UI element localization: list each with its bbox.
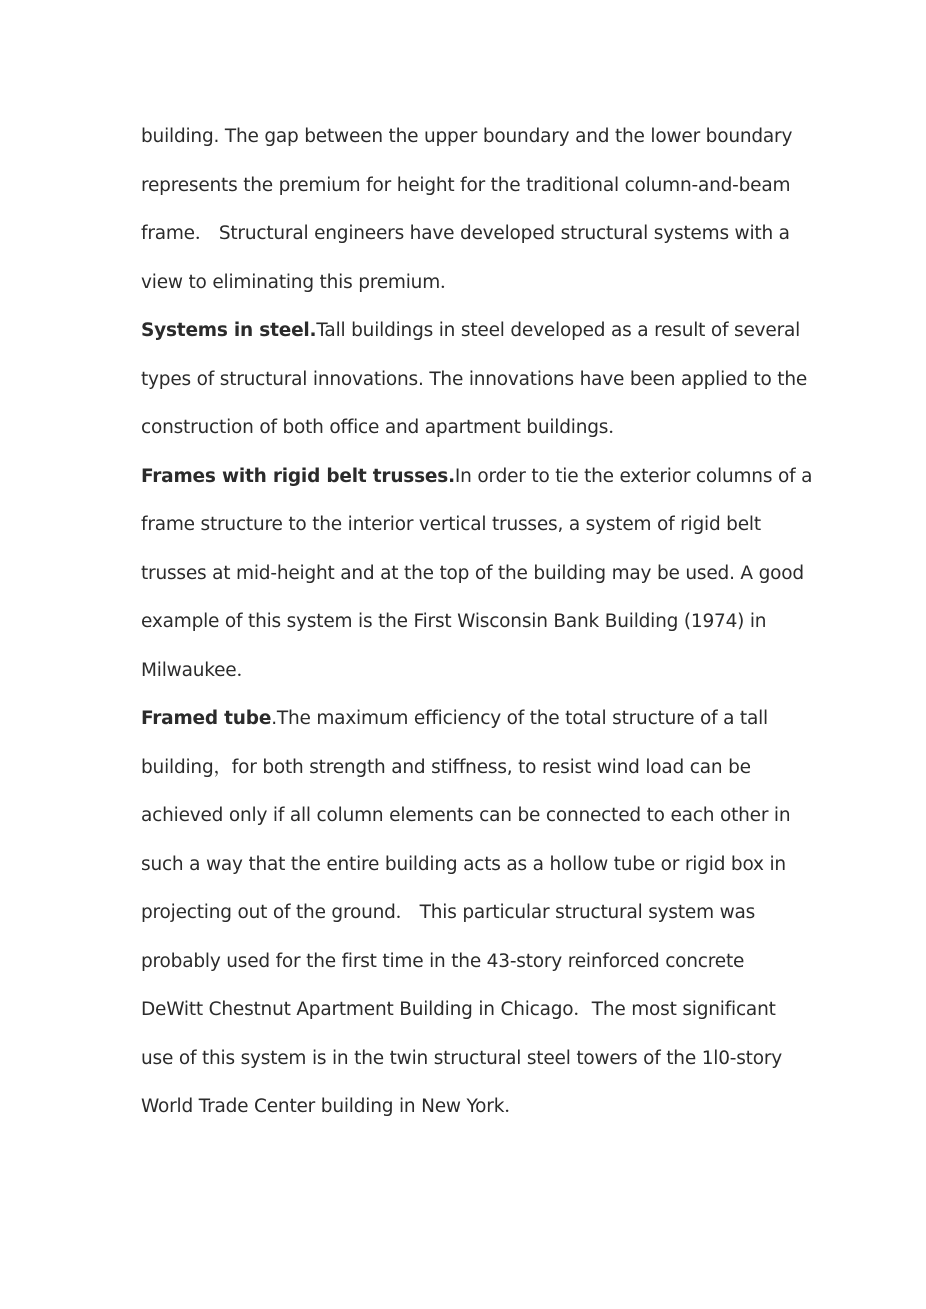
section-heading: Systems in steel.: [141, 320, 317, 341]
text-line: use of this system is in the twin structural steel towers of the 1l0-story: [141, 1047, 783, 1069]
text-line: building，for both strength and stiffness, to resist wind load can be: [141, 756, 751, 778]
text-line: DeWitt Chestnut Apartment Building in Chicago．The most significant: [141, 999, 776, 1020]
text-run: In order to tie the exterior columns of a: [454, 465, 813, 487]
text-run: .The maximum efficiency of the total structure of a tall: [271, 708, 768, 729]
text-run: Tall buildings in steel developed as a result of several: [316, 320, 801, 341]
text-line: types of structural innovations. The innovations have been applied to the: [141, 368, 808, 390]
text-line: example of this system is the First Wisconsin Bank Building (1974) in: [141, 611, 767, 632]
text-line: [141, 695, 801, 744]
paragraph-premium-for-height: [141, 113, 801, 307]
text-line: achieved only if all column elements can be connected to each other in: [141, 805, 791, 826]
text-line: frame structure to the interior vertical trusses, a system of rigid belt: [141, 514, 761, 535]
paragraph-rigid-belt-trusses: [141, 453, 813, 696]
paragraph-systems-in-steel: [141, 307, 808, 453]
text-line: World Trade Center building in New York．: [141, 1096, 523, 1117]
section-heading: Frames with rigid belt trusses.: [141, 465, 455, 487]
text-line: trusses at mid-height and at the top of the building may be used. A good: [141, 562, 804, 584]
text-line: [141, 453, 813, 502]
text-line: frame． Structural engineers have developed structural systems with a: [141, 223, 790, 244]
text-line: building. The gap between the upper boundary and the lower boundary: [141, 126, 793, 147]
text-line: construction of both office and apartment buildings．: [141, 417, 627, 438]
text-line: view to eliminating this premium．: [141, 271, 459, 293]
text-line: represents the premium for height for the traditional column-and-beam: [141, 174, 791, 196]
text-line: [141, 307, 801, 356]
text-line: Milwaukee．: [141, 659, 255, 681]
document-page: [141, 113, 813, 1132]
text-line: such a way that the entire building acts as a hollow tube or rigid box in: [141, 853, 786, 875]
text-line: probably used for the first time in the 43-story reinforced concrete: [141, 950, 745, 972]
section-heading: Framed tube: [141, 708, 272, 729]
paragraph-framed-tube: [141, 695, 801, 1132]
text-line: projecting out of the ground． This particular structural system was: [141, 902, 756, 923]
